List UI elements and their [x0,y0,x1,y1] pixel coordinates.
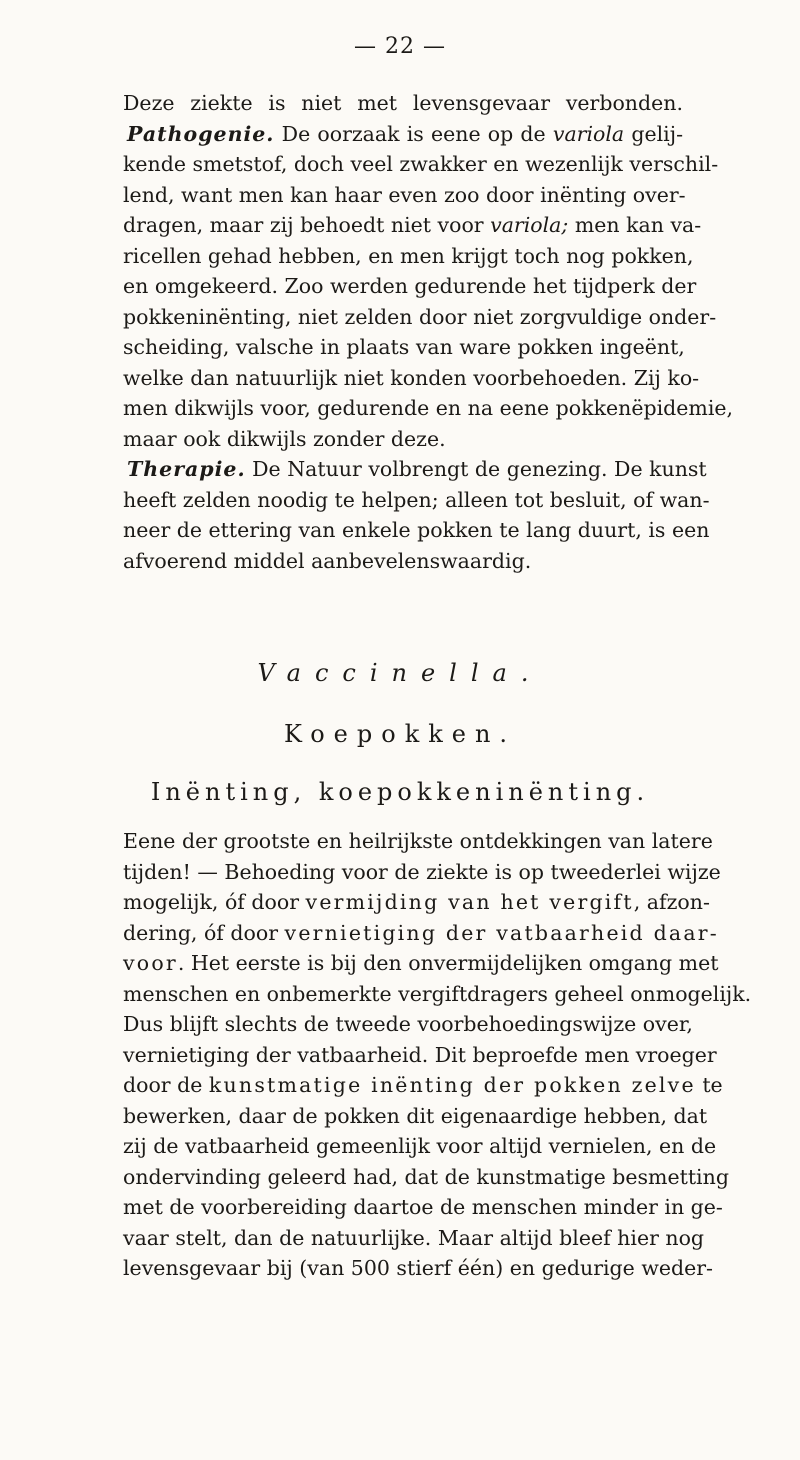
text-line: bewerken, daar de pokken dit eigenaardige hebben, dat [123,1103,708,1128]
text-line: ondervinding geleerd had, dat de kunstmatige besmetting [123,1164,729,1189]
text-line: men dikwijls voor, gedurende en na eene pokkenëpidemie, [123,396,734,420]
text-line: maar ook dikwijls zonder deze. [123,426,446,451]
text-block-pathogenie-therapie [123,88,734,576]
text-line: heeft zelden noodig te helpen; alleen tot besluit, of wan- [123,487,710,512]
emphasis-text: vernietiging der vatbaarheid daar- [284,920,719,945]
emphasis-text: vermijding van het vergift [305,890,634,914]
text-line: Deze ziekte is niet met levensgevaar verbonden. [123,91,683,115]
heading-inenting: Inënting, koepokkeninënting. [150,778,650,806]
text-line: vernietiging der vatbaarheid. Dit beproefde men vroeger [123,1042,717,1067]
section-label-pathogenie: Pathogenie. [127,121,275,146]
page-number: — 22 — [354,34,446,59]
text-line: kende smetstof, doch veel zwakker en wezenlijk verschil- [123,152,719,176]
text-line: voor. Het eerste is bij den onvermijdelijken omgang met [123,951,719,975]
heading-vaccinella: Vaccinella. [257,659,543,687]
text-line: Therapie. De Natuur volbrengt de genezing. De kunst [127,457,707,481]
text-line: dragen, maar zij behoedt niet voor variola; men kan va- [123,213,702,237]
text-line: levensgevaar bij (van 500 stierf één) en gedurige weder- [123,1256,713,1280]
text-line: afvoerend middel aanbevelenswaardig. [123,548,532,573]
emphasis-text: kunstmatige inënting der pokken zelve [208,1073,696,1097]
section-label-therapie: Therapie. [127,457,246,481]
text-line: Dus blijft slechts de tweede voorbehoedingswijze over, [123,1012,693,1036]
text-line: Eene der grootste en heilrijkste ontdekkingen van latere [123,829,713,853]
text-line: welke dan natuurlijk niet konden voorbehoeden. Zij ko- [123,365,700,390]
text-line: tijden! — Behoeding voor de ziekte is op tweederlei wijze [123,859,721,884]
text-line: zij de vatbaarheid gemeenlijk voor altijd vernielen, en de [123,1134,717,1158]
text-line: en omgekeerd. Zoo werden gedurende het tijdperk der [123,274,697,298]
emphasis-text: voor [123,951,178,975]
text-line: dering, óf door vernietiging der vatbaarheid daar- [123,920,719,945]
text-line: vaar stelt, dan de natuurlijke. Maar altijd bleef hier nog [123,1225,705,1250]
text-line: menschen en onbemerkte vergiftdragers geheel onmogelijk. [123,981,752,1006]
heading-koepokken: Koepokken. [283,720,517,748]
text-line: mogelijk, óf door vermijding van het vergift, afzon- [123,890,710,914]
text-line: pokkeninënting, niet zelden door niet zorgvuldige onder- [123,304,717,329]
text-line: ricellen gehad hebben, en men krijgt toch nog pokken, [123,243,694,268]
text-line: met de voorbereiding daartoe de menschen minder in ge- [123,1195,723,1219]
text-line: door de kunstmatige inënting der pokken zelve te [123,1073,723,1097]
text-line: scheiding, valsche in plaats van ware pokken ingeënt, [123,335,685,359]
text-line: lend, want men kan haar even zoo door inënting over- [123,182,686,207]
text-block-inenting [123,826,752,1284]
text-line: neer de ettering van enkele pokken te lang duurt, is een [123,518,710,542]
text-line: Pathogenie. De oorzaak is eene op de variola gelij- [127,121,683,146]
